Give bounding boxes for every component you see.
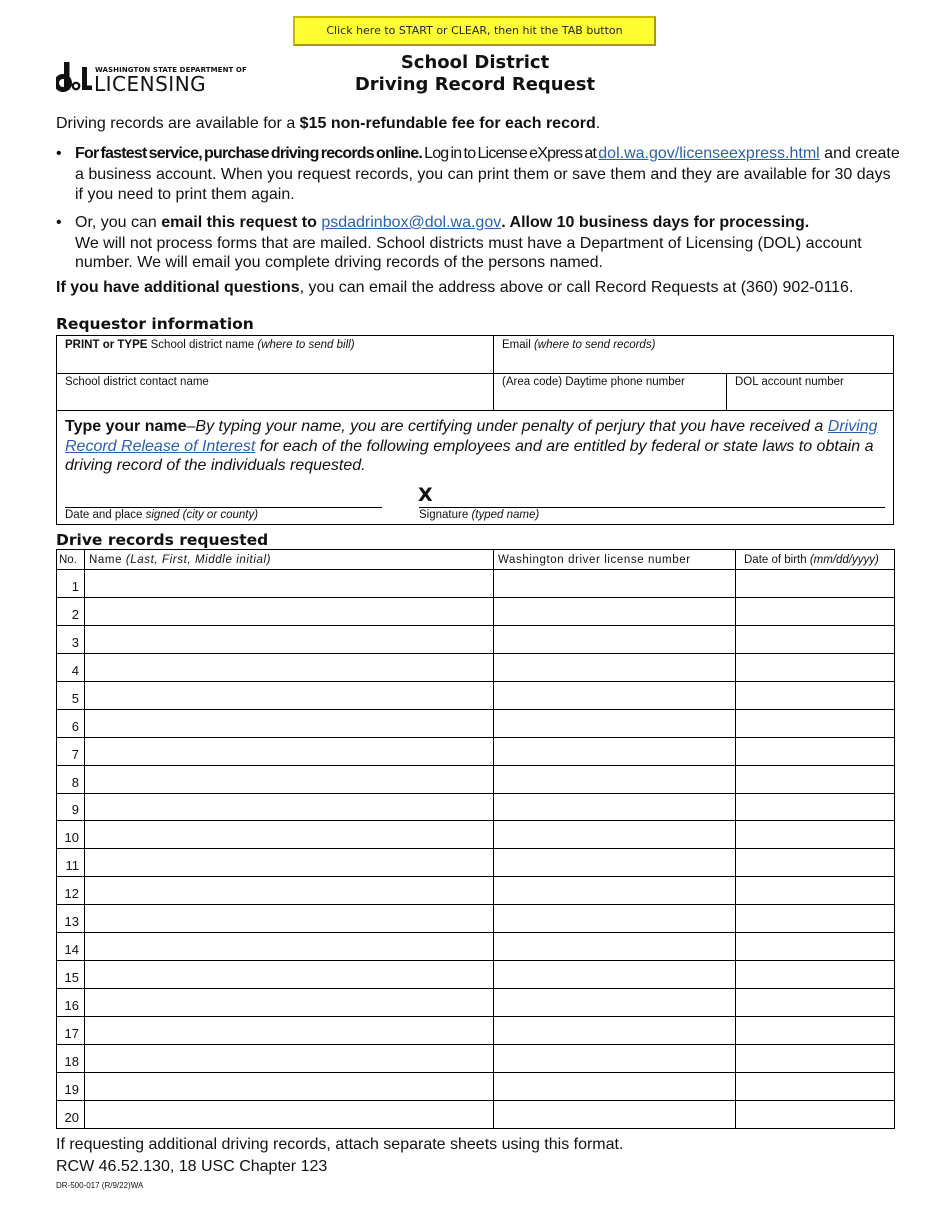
online-service-bullet: • For fastest service, purchase driving records online. Log in to License eXpress at dol.wa.gov/licenseexpress.html and create a business account. When you request records, you can print them or save them and they are available for 30 days if you need to print them again.	[56, 145, 900, 203]
row-number: 8	[57, 765, 85, 793]
row-number: 15	[57, 961, 85, 989]
table-header-row	[57, 550, 895, 570]
questions-paragraph: If you have additional questions, you can email the address above or call Record Requests at (360) 902-0116.	[56, 279, 854, 296]
license-number-cell[interactable]	[494, 989, 736, 1017]
row-number: 13	[57, 905, 85, 933]
row-number: 17	[57, 1017, 85, 1045]
name-cell[interactable]	[85, 625, 494, 653]
table-row	[57, 905, 895, 933]
dol-logo	[56, 62, 247, 96]
fee-paragraph: Driving records are available for a $15 non-refundable fee for each record.	[56, 115, 601, 132]
dob-cell[interactable]	[736, 653, 895, 681]
table-row	[57, 849, 895, 877]
table-row	[57, 1017, 895, 1045]
signature-x-mark: X	[418, 484, 433, 506]
license-number-cell[interactable]	[494, 1072, 736, 1100]
license-express-link[interactable]: dol.wa.gov/licenseexpress.html	[598, 145, 820, 162]
dob-cell[interactable]	[736, 933, 895, 961]
name-cell[interactable]	[85, 961, 494, 989]
dol-account-number-field[interactable]: DOL account number	[735, 376, 844, 388]
date-place-line[interactable]	[65, 507, 382, 508]
driving-records-table	[56, 549, 895, 1129]
row-number: 7	[57, 737, 85, 765]
dob-cell[interactable]	[736, 849, 895, 877]
license-number-cell[interactable]	[494, 1044, 736, 1072]
license-number-cell[interactable]	[494, 709, 736, 737]
name-cell[interactable]	[85, 765, 494, 793]
certification-statement: Type your name–By typing your name, you are certifying under penalty of perjury that you have received a Driving Record Release of Interest for each of the following employees and are entitled by federal or state laws to obtain a driving record of the individuals requested.	[65, 418, 878, 474]
dob-cell[interactable]	[736, 765, 895, 793]
table-row	[57, 933, 895, 961]
daytime-phone-field[interactable]: (Area code) Daytime phone number	[502, 376, 685, 388]
table-row	[57, 877, 895, 905]
row-number: 5	[57, 681, 85, 709]
contact-name-field[interactable]: School district contact name	[65, 376, 209, 388]
table-row	[57, 1100, 895, 1128]
license-number-cell[interactable]	[494, 1017, 736, 1045]
additional-records-note: If requesting additional driving records, attach separate sheets using this format.	[56, 1136, 624, 1153]
signature-label: Signature (typed name)	[419, 509, 540, 521]
row-number: 14	[57, 933, 85, 961]
row-number: 1	[57, 570, 85, 598]
table-row	[57, 653, 895, 681]
row-number: 2	[57, 597, 85, 625]
dob-cell[interactable]	[736, 793, 895, 821]
agency-name-large: LICENSING	[94, 72, 207, 96]
release-of-interest-link[interactable]: Driving Record Release of Interest	[65, 418, 878, 455]
table-row	[57, 793, 895, 821]
rcw-citation: RCW 46.52.130, 18 USC Chapter 123	[56, 1158, 328, 1175]
row-number: 19	[57, 1072, 85, 1100]
dob-cell[interactable]	[736, 877, 895, 905]
dob-cell[interactable]	[736, 1044, 895, 1072]
dob-cell[interactable]	[736, 709, 895, 737]
license-number-cell[interactable]	[494, 905, 736, 933]
name-cell[interactable]	[85, 709, 494, 737]
name-cell[interactable]	[85, 793, 494, 821]
requestor-section-heading: Requestor information	[56, 315, 254, 333]
dob-cell[interactable]	[736, 905, 895, 933]
table-row	[57, 681, 895, 709]
school-district-name-field[interactable]: PRINT or TYPE School district name (where to send bill)	[65, 339, 355, 351]
dob-cell[interactable]	[736, 625, 895, 653]
name-cell[interactable]	[85, 653, 494, 681]
license-number-cell[interactable]	[494, 877, 736, 905]
name-cell[interactable]	[85, 737, 494, 765]
date-place-label: Date and place signed (city or county)	[65, 509, 259, 521]
name-cell[interactable]	[85, 597, 494, 625]
row-number: 20	[57, 1100, 85, 1128]
license-number-cell[interactable]	[494, 570, 736, 598]
row-number: 4	[57, 653, 85, 681]
table-row	[57, 625, 895, 653]
signature-line[interactable]	[419, 507, 885, 508]
license-number-cell[interactable]	[494, 597, 736, 625]
license-number-cell[interactable]	[494, 933, 736, 961]
dob-cell[interactable]	[736, 961, 895, 989]
license-number-cell[interactable]	[494, 961, 736, 989]
license-number-cell[interactable]	[494, 821, 736, 849]
email-address-link[interactable]: psdadrinbox@dol.wa.gov	[321, 214, 502, 231]
column-header-dob: Date of birth (mm/dd/yyyy)	[736, 550, 895, 570]
form-title-line2: Driving Record Request	[354, 74, 596, 95]
table-row	[57, 989, 895, 1017]
name-cell[interactable]	[85, 1100, 494, 1128]
dob-cell[interactable]	[736, 821, 895, 849]
name-cell[interactable]	[85, 933, 494, 961]
license-number-cell[interactable]	[494, 849, 736, 877]
dob-cell[interactable]	[736, 1100, 895, 1128]
name-cell[interactable]	[85, 989, 494, 1017]
name-cell[interactable]	[85, 681, 494, 709]
table-row	[57, 961, 895, 989]
license-number-cell[interactable]	[494, 681, 736, 709]
name-cell[interactable]	[85, 849, 494, 877]
start-clear-button[interactable]: Click here to START or CLEAR, then hit the TAB button	[293, 16, 656, 46]
table-row	[57, 1072, 895, 1100]
row-number: 16	[57, 989, 85, 1017]
name-cell[interactable]	[85, 1072, 494, 1100]
name-cell[interactable]	[85, 905, 494, 933]
name-cell[interactable]	[85, 570, 494, 598]
records-section-heading: Drive records requested	[56, 531, 269, 549]
dol-logo-mark-icon	[56, 62, 92, 92]
row-number: 10	[57, 821, 85, 849]
name-cell[interactable]	[85, 1044, 494, 1072]
dob-cell[interactable]	[736, 989, 895, 1017]
dob-cell[interactable]	[736, 1017, 895, 1045]
name-cell[interactable]	[85, 877, 494, 905]
column-header-name: Name (Last, First, Middle initial)	[85, 550, 494, 570]
column-header-no: No.	[57, 550, 85, 570]
email-request-bullet: • Or, you can email this request to psdadrinbox@dol.wa.gov. Allow 10 business days for processing. We will not process forms that are mailed. School districts must have a Department of Licensing (DOL) account number. We will email you complete driving records of the persons named.	[56, 214, 862, 271]
table-row	[57, 737, 895, 765]
row-number: 3	[57, 625, 85, 653]
agency-name-small: WASHINGTON STATE DEPARTMENT OF	[95, 66, 247, 74]
table-row	[57, 1044, 895, 1072]
row-number: 18	[57, 1044, 85, 1072]
fee-amount: $15 non-refundable fee for each record	[299, 115, 596, 132]
column-header-license: Washington driver license number	[494, 550, 736, 570]
name-cell[interactable]	[85, 821, 494, 849]
license-number-cell[interactable]	[494, 793, 736, 821]
table-row	[57, 597, 895, 625]
table-row	[57, 570, 895, 598]
table-row	[57, 765, 895, 793]
email-field[interactable]: Email (where to send records)	[502, 339, 656, 351]
form-id: DR-500-017 (R/9/22)WA	[56, 1181, 144, 1190]
license-number-cell[interactable]	[494, 1100, 736, 1128]
row-number: 6	[57, 709, 85, 737]
license-number-cell[interactable]	[494, 625, 736, 653]
table-row	[57, 821, 895, 849]
name-cell[interactable]	[85, 1017, 494, 1045]
row-number: 11	[57, 849, 85, 877]
license-number-cell[interactable]	[494, 737, 736, 765]
dob-cell[interactable]	[736, 681, 895, 709]
dob-cell[interactable]	[736, 737, 895, 765]
license-number-cell[interactable]	[494, 653, 736, 681]
row-number: 9	[57, 793, 85, 821]
dob-cell[interactable]	[736, 570, 895, 598]
table-row	[57, 709, 895, 737]
license-number-cell[interactable]	[494, 765, 736, 793]
dob-cell[interactable]	[736, 597, 895, 625]
form-title-line1: School District	[400, 52, 550, 73]
dob-cell[interactable]	[736, 1072, 895, 1100]
row-number: 12	[57, 877, 85, 905]
